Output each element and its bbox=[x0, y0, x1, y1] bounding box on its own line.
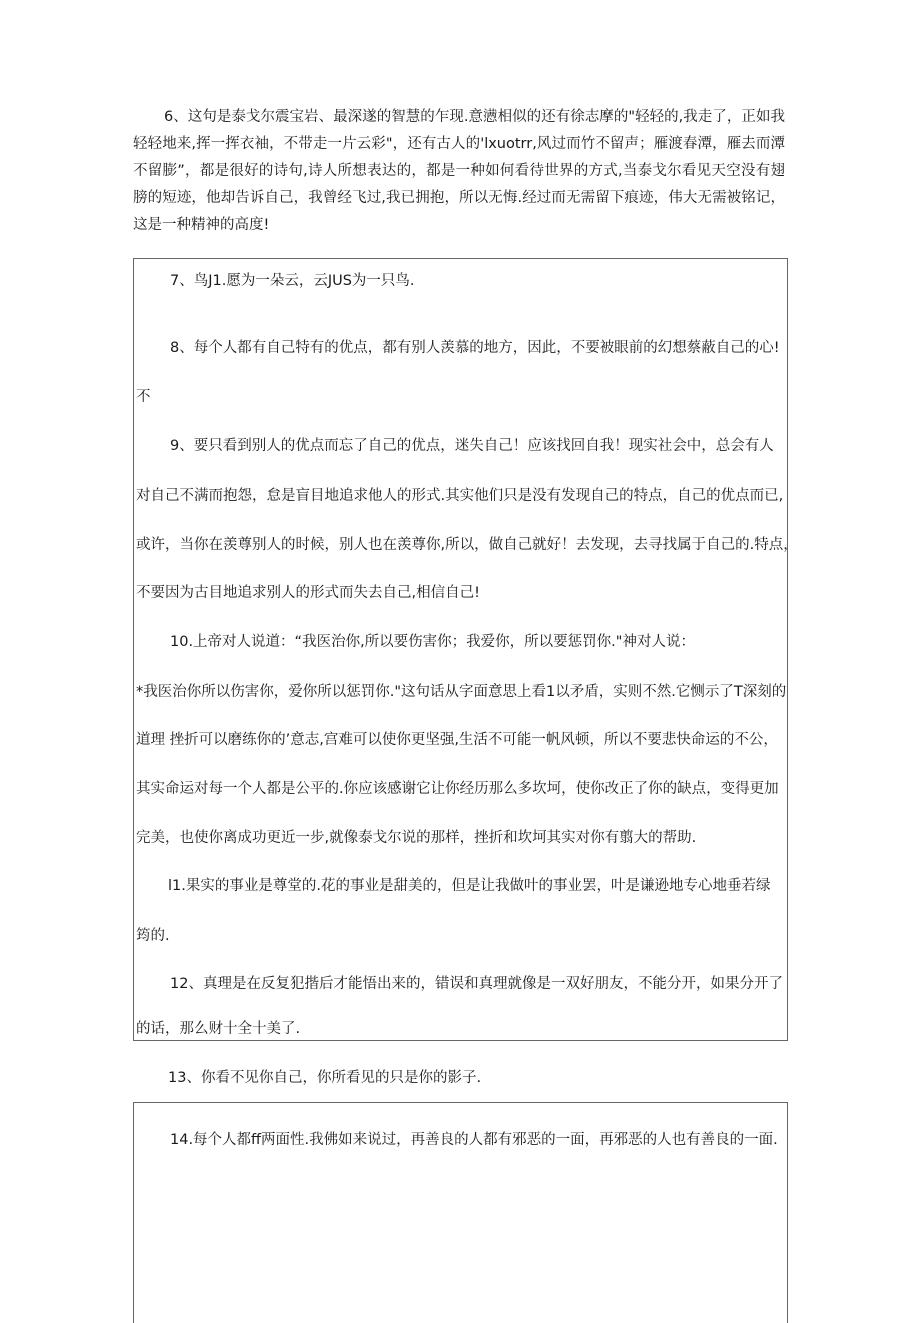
quote-line: 14.每个人都ff两面性.我佛如来说过，再善良的人都有邪恶的一面，再邪恶的人也有善良的一面. bbox=[170, 1132, 778, 1148]
quote-line: 的话，那么财十全十美了. bbox=[136, 1021, 301, 1037]
quote-line: 10.上帝对人说道：“我医治你,所以要伤害你；我爱你，所以要惩罚你."神对人说： bbox=[170, 634, 695, 650]
quote-line: 9、要只看到别人的优点而忘了自己的优点，迷失自己！应该找回自我！现实社会中，总会有人 bbox=[170, 438, 774, 454]
bordered-section-1 bbox=[133, 258, 798, 1041]
quote-line: 筠的. bbox=[136, 928, 170, 944]
quote-line: 完美，也使你离成功更近一步,就像泰戈尔说的那样，挫折和坎坷其实对你有翦大的帮助. bbox=[136, 830, 697, 846]
line-13: 13、你看不见你自己，你所看见的只是你的影子. bbox=[168, 1070, 482, 1086]
quote-line: 不 bbox=[136, 389, 151, 405]
paragraph-6: 6、这句是泰戈尔震宝岩、最深遂的智慧的乍现.意懑相似的还有徐志摩的"轻轻的,我走了，正如我轻轻地来,挥一挥衣袖，不带走一片云彩"，还有古人的'lxuotrr,风过而竹不留声；雁渡春潭，雁去而潭不留膨”，都是很好的诗句,诗人所想表达的，都是一种如何看待世界的方式,当泰戈尔看见天空没有翅膀的短迹，他却告诉自己，我曾经飞过,我已拥抱，所以无悔.经过而无需留下痕迹，伟大无需被铭记，这是一种精神的高度! bbox=[133, 109, 785, 233]
quote-line: 或许，当你在羡尊别人的时候，别人也在羡尊你,所以，做自己就好！去发现，去寻找属于自己的.特点， bbox=[136, 537, 798, 553]
quote-line: l1.果实的事业是尊堂的.花的事业是甜美的，但是让我做叶的事业罢，叶是谦逊地专心地垂若绿 bbox=[168, 878, 771, 894]
bordered-section-2 bbox=[133, 1102, 788, 1323]
quote-line: 道理 挫折可以磨练你的’意志,宫难可以使你更坚强,生活不可能一帆风顿，所以不要悲快命运的不公， bbox=[136, 732, 778, 748]
quote-line: 8、每个人都有自己特有的优点，都有别人羡慕的地方，因此，不要被眼前的幻想蔡蔽自己的心! bbox=[170, 340, 780, 356]
quote-line: *我医治你所以伤害你，爱你所以惩罚你."这句话从字面意思上看1以矛盾，实则不然.它恻示了T深刻的 bbox=[136, 684, 787, 700]
quote-line: 不要因为古目地追求别人的形式而失去自己,相信自己! bbox=[136, 585, 480, 601]
quote-line: 7、鸟J1.愿为一朵云，云JUS为一只鸟. bbox=[170, 273, 415, 289]
quote-line: 12、真理是在反复犯揩后才能悟出来的，错误和真理就像是一双好朋友，不能分开，如果分开了 bbox=[170, 976, 783, 992]
quote-line: 对自己不满而抱怨，怠是盲目地追求他人的形式.其实他们只是没有发现自己的特点，自己的优点而已, bbox=[136, 488, 784, 504]
quote-line: 其实命运对每一个人都是公平的.你应该感谢它让你经历那么多坎坷，使你改正了你的缺点，变得更加 bbox=[136, 781, 779, 797]
